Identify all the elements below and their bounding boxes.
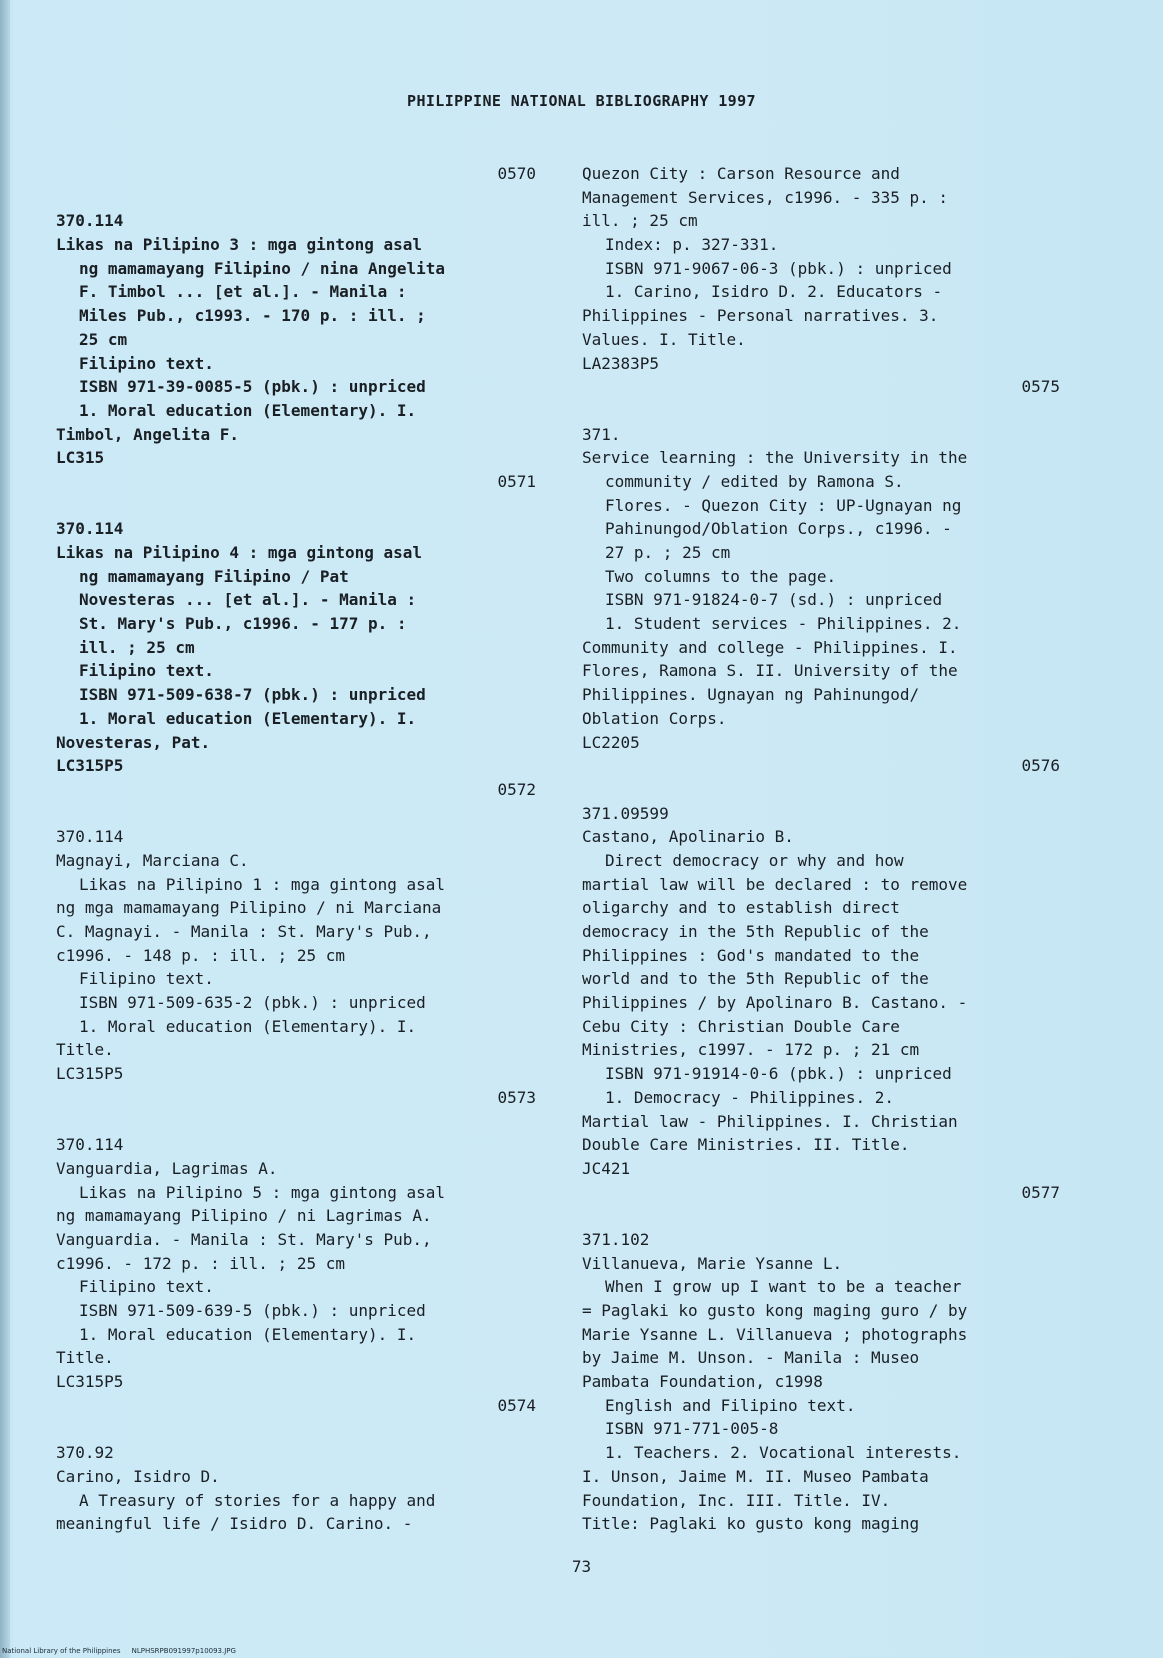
- entry-number: 0574: [497, 1395, 536, 1415]
- call-number: JC421: [582, 1158, 631, 1178]
- spacer: [56, 494, 536, 518]
- class-number: 371.102: [582, 1229, 650, 1249]
- subject-line: Oblation Corps.: [582, 708, 727, 728]
- right-column: [582, 162, 1060, 1536]
- subject-line: Title.: [56, 1348, 114, 1368]
- subject-line: Philippines. Ugnayan ng Pahinungod/: [582, 685, 920, 705]
- spacer: [56, 1417, 536, 1441]
- spacer: [56, 186, 536, 210]
- running-head: PHILIPPINE NATIONAL BIBLIOGRAPHY 1997: [407, 92, 756, 110]
- subject-line: Double Care Ministries. II. Title.: [582, 1135, 910, 1155]
- call-number: LC2205: [582, 732, 640, 752]
- entry-number: 0575: [1021, 377, 1060, 397]
- title-line: Philippines / by Apolinaro B. Castano. -: [582, 993, 968, 1013]
- subject-line: Flores, Ramona S. II. University of the: [582, 661, 958, 681]
- call-number: LC315P5: [56, 1064, 124, 1084]
- physical-description: 27 p. ; 25 cm: [605, 543, 731, 562]
- note-line: Filipino text.: [79, 969, 214, 989]
- publication-line: Pambata Foundation, c1998: [582, 1372, 823, 1392]
- author-line: Vanguardia, Lagrimas A.: [56, 1158, 278, 1178]
- publication-line: Vanguardia. - Manila : St. Mary's Pub.,: [56, 1229, 432, 1249]
- call-number: LC315: [56, 448, 105, 468]
- title-line: ng mga mamamayang Pilipino / ni Marciana: [56, 898, 442, 918]
- note-line: Index: p. 327-331.: [605, 235, 779, 255]
- call-number: LA2383P5: [582, 353, 660, 373]
- title-line: Direct democracy or why and how: [605, 850, 904, 870]
- title-line: A Treasury of stories for a happy and: [79, 1490, 436, 1510]
- author-line: Castano, Apolinario B.: [582, 827, 794, 847]
- class-number: 370.114: [56, 519, 124, 539]
- subject-line: Martial law - Philippines. I. Christian: [582, 1111, 958, 1131]
- title-line: martial law will be declared : to remove: [582, 874, 968, 894]
- author-line: Magnayi, Marciana C.: [56, 850, 249, 870]
- spacer: [56, 802, 536, 826]
- isbn-line: ISBN 971-509-639-5 (pbk.) : unpriced: [79, 1301, 426, 1320]
- class-number: 370.114: [56, 211, 124, 231]
- title-line: Philippines : God's mandated to the: [582, 945, 920, 965]
- title-line: Marie Ysanne L. Villanueva ; photographs: [582, 1324, 968, 1344]
- isbn-line: ISBN 971-91914-0-6 (pbk.) : unpriced: [605, 1064, 952, 1084]
- isbn-line: ISBN 971-9067-06-3 (pbk.) : unpriced: [605, 258, 952, 278]
- publication-line: Miles Pub., c1993. - 170 p. : ill. ;: [79, 306, 426, 326]
- class-number: 371.09599: [582, 803, 669, 823]
- title-line: Likas na Pilipino 4 : mga gintong asal: [56, 543, 423, 562]
- publication-line: Quezon City : Carson Resource and: [582, 164, 900, 183]
- isbn-line: ISBN 971-39-0085-5 (pbk.) : unpriced: [79, 377, 426, 397]
- subject-line: I. Unson, Jaime M. II. Museo Pambata: [582, 1466, 929, 1486]
- subject-line: 1. Carino, Isidro D. 2. Educators -: [605, 282, 943, 302]
- physical-description: Ministries, c1997. - 172 p. ; 21 cm: [582, 1040, 920, 1060]
- subject-line: 1. Moral education (Elementary). I.: [79, 1324, 417, 1344]
- scan-footer: National Library of the Philippines NLPHSRPB091997p10093.JPG: [2, 1647, 236, 1655]
- call-number: LC315P5: [56, 756, 124, 776]
- note-line: Filipino text.: [79, 353, 214, 373]
- title-line: ng mamamayang Pilipino / ni Lagrimas A.: [56, 1206, 432, 1226]
- subject-line: Foundation, Inc. III. Title. IV.: [582, 1490, 891, 1510]
- title-line: democracy in the 5th Republic of the: [582, 922, 929, 941]
- entry-number: 0570: [497, 164, 536, 183]
- subject-line: Community and college - Philippines. I.: [582, 637, 958, 657]
- title-line: meaningful life / Isidro D. Carino. -: [56, 1514, 413, 1534]
- title-line: Likas na Pilipino 5 : mga gintong asal: [79, 1182, 446, 1202]
- class-number: 370.114: [56, 1135, 124, 1155]
- subject-line: Title.: [56, 1040, 114, 1060]
- note-line: Filipino text.: [79, 1277, 214, 1297]
- entry-number: 0572: [497, 779, 536, 799]
- entry-number: 0573: [497, 1087, 536, 1107]
- subject-line: 1. Student services - Philippines. 2.: [605, 614, 962, 634]
- author-line: Carino, Isidro D.: [56, 1466, 220, 1486]
- class-number: 370.92: [56, 1443, 114, 1463]
- spacer: [56, 1110, 536, 1134]
- subject-line: 1. Moral education (Elementary). I.: [79, 1016, 417, 1036]
- publication-line: Management Services, c1996. - 335 p. :: [582, 187, 949, 207]
- publication-line: Pahinungod/Oblation Corps., c1996. -: [605, 519, 952, 539]
- entry-number: 0577: [1021, 1182, 1060, 1202]
- subject-line: Philippines - Personal narratives. 3.: [582, 306, 939, 326]
- title-line: ng mamamayang Filipino / Pat: [79, 566, 349, 586]
- publication-line: C. Magnayi. - Manila : St. Mary's Pub.,: [56, 922, 432, 941]
- subject-line: 1. Democracy - Philippines. 2.: [605, 1087, 894, 1107]
- isbn-line: ISBN 971-509-638-7 (pbk.) : unpriced: [79, 685, 426, 705]
- subject-line: 1. Moral education (Elementary). I.: [79, 708, 417, 728]
- physical-description: ill. ; 25 cm: [79, 637, 195, 657]
- page-number: 73: [571, 1557, 592, 1576]
- note-line: Two columns to the page.: [605, 566, 837, 586]
- spacer: [582, 778, 1060, 802]
- title-line: world and to the 5th Republic of the: [582, 969, 929, 989]
- title-line: Novesteras ... [et al.]. - Manila :: [79, 590, 417, 610]
- subject-line: 1. Teachers. 2. Vocational interests.: [605, 1443, 962, 1463]
- title-line: Likas na Pilipino 1 : mga gintong asal: [79, 874, 446, 894]
- spacer: [582, 399, 1060, 423]
- title-line: When I grow up I want to be a teacher: [605, 1277, 962, 1297]
- page-binding-edge: [0, 0, 10, 1658]
- physical-description: ill. ; 25 cm: [582, 211, 698, 231]
- subject-line: Values. I. Title.: [582, 329, 746, 349]
- title-line: = Paglaki ko gusto kong maging guro / by: [582, 1301, 968, 1320]
- isbn-line: ISBN 971-91824-0-7 (sd.) : unpriced: [605, 590, 943, 610]
- title-line: oligarchy and to establish direct: [582, 898, 900, 918]
- class-number: 371.: [582, 424, 621, 444]
- subject-line: 1. Moral education (Elementary). I.: [79, 400, 417, 420]
- title-line: community / edited by Ramona S.: [605, 471, 904, 491]
- note-line: English and Filipino text.: [605, 1395, 856, 1415]
- physical-description: c1996. - 148 p. : ill. ; 25 cm: [56, 945, 345, 965]
- entry-number: 0571: [497, 471, 536, 491]
- isbn-line: ISBN 971-771-005-8: [605, 1419, 779, 1439]
- title-line: Service learning : the University in the: [582, 448, 968, 468]
- note-line: Filipino text.: [79, 661, 214, 681]
- subject-line: Timbol, Angelita F.: [56, 424, 240, 444]
- publication-line: by Jaime M. Unson. - Manila : Museo: [582, 1348, 920, 1368]
- isbn-line: ISBN 971-509-635-2 (pbk.) : unpriced: [79, 993, 426, 1013]
- publication-line: Cebu City : Christian Double Care: [582, 1016, 900, 1036]
- subject-line: Title: Paglaki ko gusto kong maging: [582, 1514, 920, 1534]
- entry-number: 0576: [1021, 756, 1060, 776]
- title-line: ng mamamayang Filipino / nina Angelita: [79, 258, 446, 278]
- physical-description: 25 cm: [79, 329, 128, 349]
- subject-line: Novesteras, Pat.: [56, 732, 211, 752]
- spacer: [582, 1204, 1060, 1228]
- call-number: LC315P5: [56, 1372, 124, 1392]
- left-column: [56, 162, 536, 1536]
- author-line: Villanueva, Marie Ysanne L.: [582, 1253, 843, 1273]
- physical-description: c1996. - 172 p. : ill. ; 25 cm: [56, 1253, 345, 1273]
- title-line: Likas na Pilipino 3 : mga gintong asal: [56, 235, 423, 255]
- class-number: 370.114: [56, 827, 124, 847]
- publication-line: Flores. - Quezon City : UP-Ugnayan ng: [605, 495, 962, 515]
- title-line: F. Timbol ... [et al.]. - Manila :: [79, 282, 407, 302]
- publication-line: St. Mary's Pub., c1996. - 177 p. :: [79, 614, 407, 634]
